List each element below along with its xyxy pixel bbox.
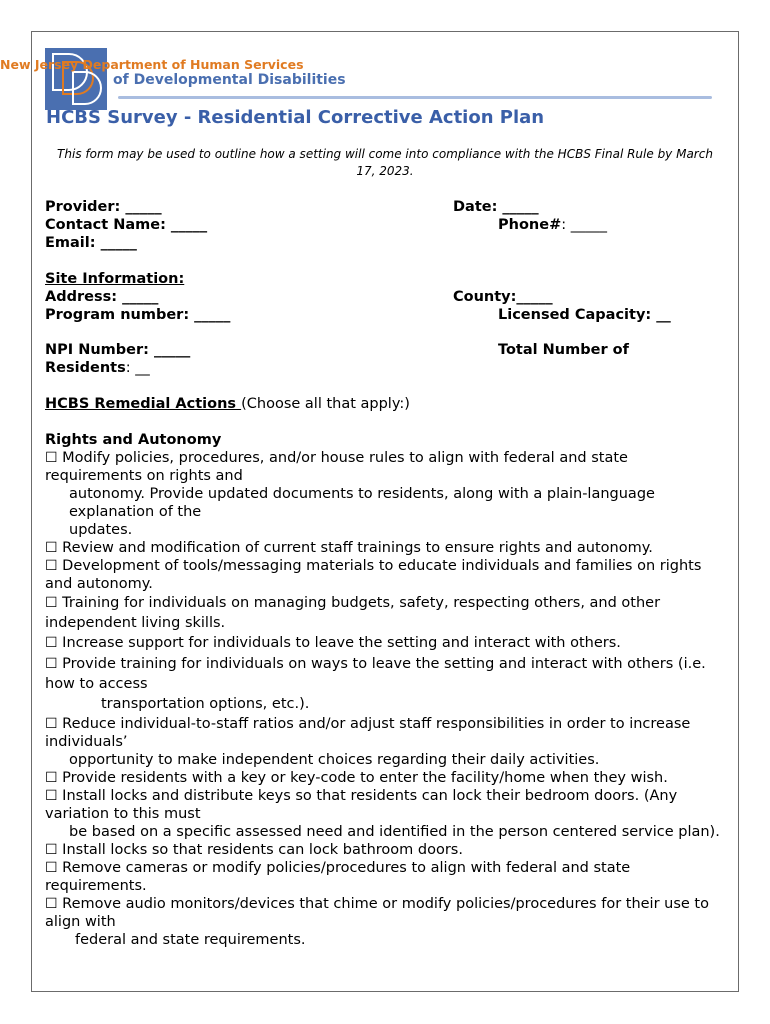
- residents-label: Residents: [45, 360, 126, 376]
- list-item[interactable]: ☐ Remove audio monitors/devices that chime or modify policies/procedures for their use to align with: [45, 896, 709, 930]
- header-divider: [118, 96, 712, 99]
- checkbox-icon[interactable]: ☐: [45, 595, 58, 611]
- licensed-capacity-field[interactable]: Licensed Capacity: __: [498, 307, 671, 323]
- residents-value: : __: [125, 360, 150, 376]
- list-item[interactable]: ☐ Install locks so that residents can lock bathroom doors.: [45, 842, 463, 858]
- list-item-continuation: be based on a specific assessed need and identified in the person centered service plan).: [69, 824, 720, 840]
- list-item[interactable]: ☐ Training for individuals on managing budgets, safety, respecting others, and other independent living skills.: [45, 595, 661, 631]
- remedial-heading-line: [45, 395, 410, 413]
- rights-autonomy-heading: Rights and Autonomy: [45, 432, 222, 448]
- program-number-field[interactable]: Program number: _____: [45, 307, 231, 323]
- npi-number-field[interactable]: NPI Number: _____: [45, 342, 191, 358]
- list-item[interactable]: ☐ Install locks and distribute keys so that residents can lock their bedroom doors. (Any variation to this must: [45, 788, 678, 822]
- checkbox-icon[interactable]: ☐: [45, 716, 58, 732]
- phone-label: Phone#: [498, 217, 562, 233]
- list-item-continuation: opportunity to make independent choices regarding their daily activities.: [69, 752, 600, 768]
- checkbox-icon[interactable]: ☐: [45, 842, 58, 858]
- division-name: of Developmental Disabilities: [113, 72, 346, 88]
- remedial-actions-list: [45, 449, 725, 949]
- list-item[interactable]: ☐ Provide training for individuals on ways to leave the setting and interact with others (i.e. how to access: [45, 656, 706, 692]
- phone-value: : _____: [561, 217, 607, 233]
- form-subtitle: This form may be used to outline how a setting will come into compliance with the HCBS Final Rule by March 17, 2023.: [57, 147, 713, 178]
- list-item-continuation: federal and state requirements.: [75, 932, 306, 948]
- remedial-heading: HCBS Remedial Actions: [45, 396, 242, 412]
- checkbox-icon[interactable]: ☐: [45, 656, 58, 672]
- site-info-heading: Site Information:: [45, 271, 185, 287]
- list-item[interactable]: ☐ Remove cameras or modify policies/procedures to align with federal and state requirements.: [45, 860, 631, 894]
- phone-field[interactable]: [498, 216, 607, 234]
- checkbox-icon[interactable]: ☐: [45, 635, 58, 651]
- checkbox-icon[interactable]: ☐: [45, 450, 58, 466]
- contact-name-field[interactable]: Contact Name: _____: [45, 217, 208, 233]
- list-item[interactable]: ☐ Review and modification of current staff trainings to ensure rights and autonomy.: [45, 540, 653, 556]
- email-field[interactable]: Email: _____: [45, 235, 137, 251]
- county-field[interactable]: County:_____: [453, 289, 553, 305]
- checkbox-icon[interactable]: ☐: [45, 788, 58, 804]
- address-field[interactable]: Address: _____: [45, 289, 159, 305]
- checkbox-icon[interactable]: ☐: [45, 558, 58, 574]
- provider-field[interactable]: Provider: _____: [45, 199, 162, 215]
- checkbox-icon[interactable]: ☐: [45, 770, 58, 786]
- list-item-continuation: updates.: [69, 522, 133, 538]
- checkbox-icon[interactable]: ☐: [45, 860, 58, 876]
- list-item-continuation: autonomy. Provide updated documents to residents, along with a plain-language explanation of the: [69, 486, 655, 520]
- list-item[interactable]: ☐ Reduce individual-to-staff ratios and/or adjust staff responsibilities in order to increase individuals’: [45, 716, 691, 750]
- page-title: HCBS Survey - Residential Corrective Action Plan: [46, 107, 545, 128]
- list-item[interactable]: ☐ Modify policies, procedures, and/or house rules to align with federal and state requirements on rights and: [45, 450, 628, 484]
- list-item[interactable]: ☐ Provide residents with a key or key-code to enter the facility/home when they wish.: [45, 770, 668, 786]
- list-item[interactable]: ☐ Increase support for individuals to leave the setting and interact with others.: [45, 635, 621, 651]
- list-item-continuation: transportation options, etc.).: [101, 696, 310, 712]
- remedial-note: (Choose all that apply:): [241, 396, 410, 412]
- residents-field[interactable]: [45, 359, 150, 377]
- checkbox-icon[interactable]: ☐: [45, 896, 58, 912]
- agency-name: New Jersey Department of Human Services: [0, 57, 304, 72]
- list-item[interactable]: ☐ Development of tools/messaging materials to educate individuals and families on rights and autonomy.: [45, 558, 702, 592]
- date-field[interactable]: Date: _____: [453, 199, 539, 215]
- checkbox-icon[interactable]: ☐: [45, 540, 58, 556]
- total-residents-label: Total Number of: [498, 342, 629, 358]
